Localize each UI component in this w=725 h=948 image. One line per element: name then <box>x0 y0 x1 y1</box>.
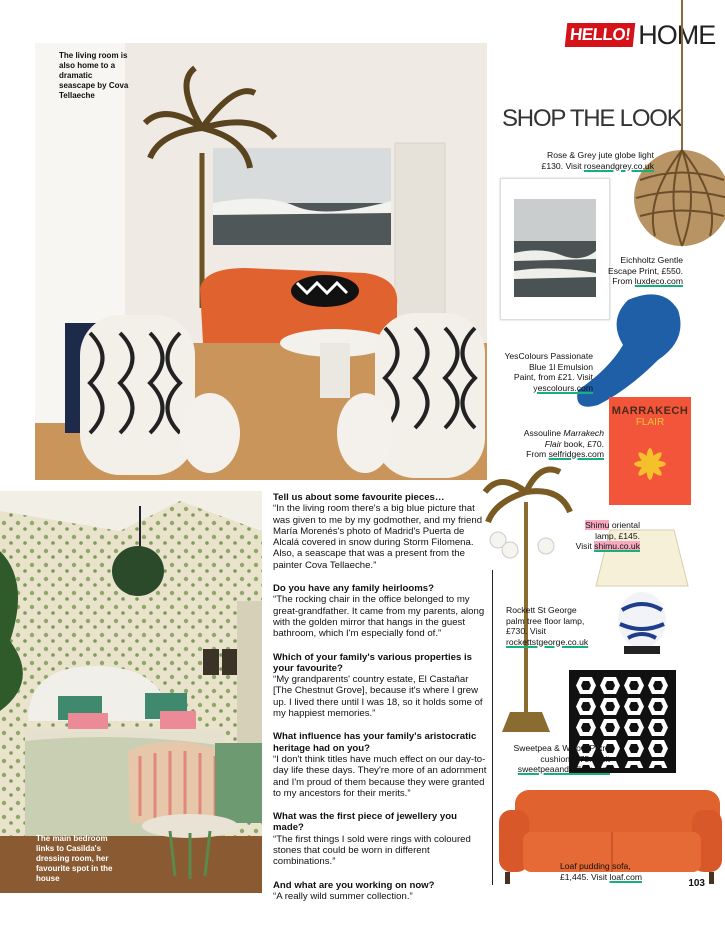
bedroom-illustration <box>0 491 262 893</box>
hello-logo: HELLO! <box>565 23 636 47</box>
cushion-link[interactable]: sweetpeaandwillow.com <box>517 764 610 775</box>
lamp-link[interactable]: roseandgrey.co.uk <box>583 160 654 171</box>
bedroom-caption: The main bedroom links to Casilda's dressing room, her favourite spot in the house <box>36 834 113 883</box>
page-number: 103 <box>688 878 705 889</box>
answer: “In the living room there's a big blue picture that was given to me by my godmother, and my friend María Morenés's photo of Madrid's Puerta de Alcalá covered in snow during Storm Filomena. Also, a seascape that was a present from the painter Cova Tellaeche.” <box>273 503 483 571</box>
bedroom-photo <box>0 491 262 893</box>
answer: “The rocking chair in the office belonged to my great-grandfather. It came from my parents, along with the golden mirror that hangs in the guest bathroom, which I'm especially fond of.” <box>273 594 485 640</box>
living-room-illustration <box>35 43 487 480</box>
living-room-caption: The living room is also home to a dramatic seascape by Cova Tellaeche <box>59 51 129 100</box>
book-cover-title: MARRAKECH <box>611 405 689 417</box>
marrakech-flair-book <box>609 397 691 505</box>
question: What was the first piece of jewellery you made? <box>273 811 457 834</box>
sofa-label: Loaf pudding sofa, £1,445. Visit loaf.com <box>560 861 643 882</box>
question: Which of your family's various properties is your favourite? <box>273 651 473 674</box>
question: Tell us about some favourite pieces… <box>273 492 445 503</box>
answer: “The first things I sold were rings with coloured stones that could be worn in different combinations.” <box>273 833 471 868</box>
table-lamp-link[interactable]: shimu.co.uk <box>594 541 640 552</box>
lamp-label: Rose & Grey jute globe light £130. Visit roseandgrey.co.uk <box>541 150 654 171</box>
palm-floor-lamp-image <box>480 462 575 742</box>
shop-the-look-title: SHOP THE LOOK <box>502 105 682 132</box>
answer: “My grandparents' country estate, El Castañar [The Chestnut Grove], because it's where I grew up. I lived there until I was 18, so it holds some of my happiest memories.” <box>273 674 483 720</box>
paint-label: YesColours Passionate Blue 1l Emulsion Paint, from £21. Visit yescolours.com <box>504 351 593 393</box>
answer: “I don't think titles have much effect on our day-to-day life these days. They're more of an adornment and I'm proud of them because they were granted to my ancestors for their merits.” <box>273 753 487 799</box>
section-title: HOME <box>638 19 716 50</box>
question: And what are you working on now? <box>273 879 435 891</box>
print-label: Eichholtz Gentle Escape Print, £550. From luxdeco.com <box>607 255 683 287</box>
book-link[interactable]: selfridges.com <box>548 449 604 460</box>
question: Do you have any family heirlooms? <box>273 583 435 595</box>
book-cover-subtitle: FLAIR <box>635 417 665 428</box>
table-lamp-label: Shimu oriental lamp, £145. Visit shimu.co.uk <box>575 520 640 552</box>
floor-lamp-link[interactable]: rockettstgeorge.co.uk <box>506 636 589 647</box>
book-label: Assouline Marrakech Flair book, £70. From selfridges.com <box>523 428 604 460</box>
flower-icon <box>609 428 691 498</box>
living-room-photo <box>35 43 487 480</box>
sofa-link[interactable]: loaf.com <box>609 871 643 882</box>
jute-globe-light-image <box>620 0 725 250</box>
paint-link[interactable]: yescolours.com <box>533 382 593 393</box>
interview-article <box>273 492 489 914</box>
answer: “A really wild summer collection.” <box>273 890 413 902</box>
cushion-label: Sweetpea & Willow Petra cushion, £75. Visit sweetpeaandwillow.com <box>513 743 610 775</box>
print-link[interactable]: luxdeco.com <box>634 276 683 287</box>
floor-lamp-label: Rockett St George palm tree floor lamp, £730. Visit rockettstgeorge.co.uk <box>506 605 589 647</box>
question: What influence has your family's aristocratic heritage had on you? <box>273 731 477 754</box>
